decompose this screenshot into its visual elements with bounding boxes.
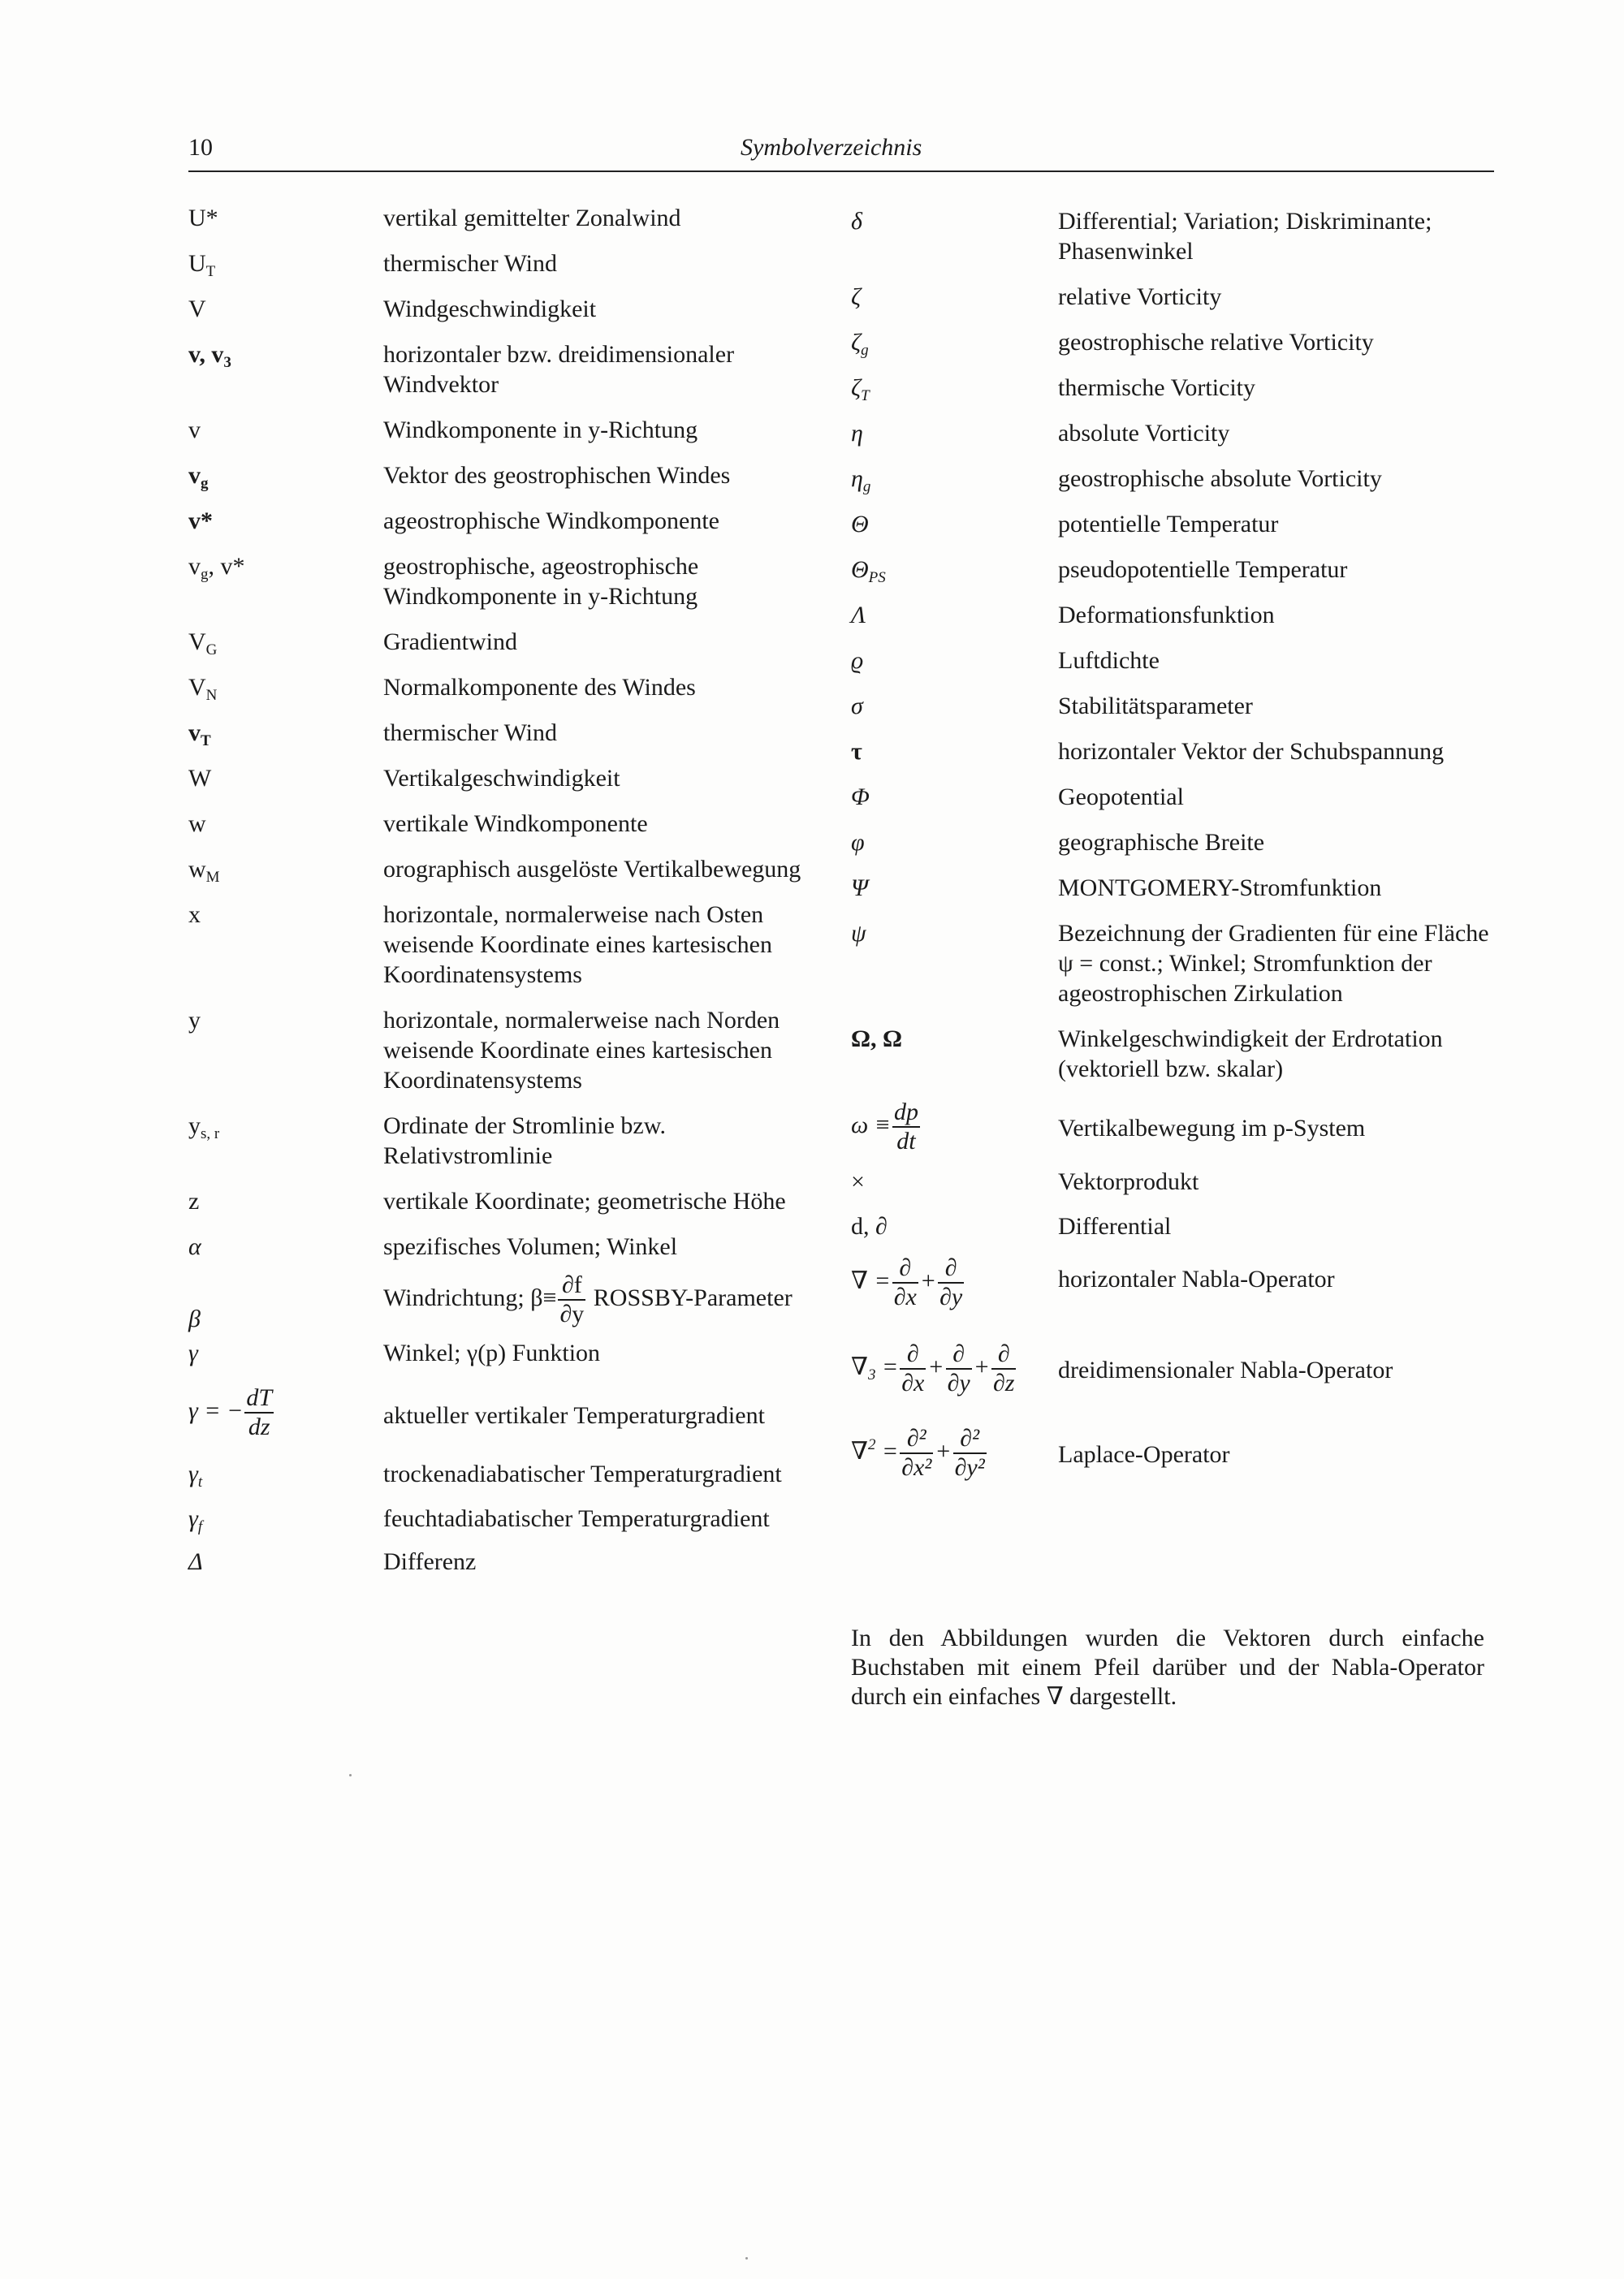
symbol: $v_g$, v*	[188, 553, 245, 583]
symbol: $\nabla_3$ = $\frac{\partial}{\partial x}$ + $\frac{\partial}{\partial y}$ + $\frac{\partial}{\partial z}$	[851, 1340, 1015, 1396]
definition: potentielle Temperatur	[1058, 511, 1279, 537]
definition: thermische Vorticity	[1058, 374, 1256, 401]
definition: horizontaler bzw. dreidimensionaler Windvektor	[383, 341, 735, 398]
fraction: $\frac{\partial}{\partial x}$	[901, 1340, 925, 1396]
list-item	[851, 1342, 1501, 1399]
symbol: β	[188, 1306, 201, 1332]
running-title: Symbolverzeichnis	[741, 134, 922, 161]
definition: geostrophische, ageostrophische Windkomponente in y-Richtung	[383, 553, 699, 610]
list-item	[851, 1167, 1501, 1197]
symbol: ∇ = $\frac{\partial}{\partial x}$ + $\frac{\partial}{\partial y}$	[851, 1254, 963, 1310]
symbol: Φ	[851, 783, 870, 810]
definition: vertikal gemittelter Zonalwind	[383, 205, 681, 231]
definition: Vertikalbewegung im p-System	[1058, 1115, 1366, 1142]
list-item	[188, 1504, 822, 1534]
list-item	[851, 282, 1501, 312]
list-item	[851, 555, 1501, 585]
list-item	[188, 1338, 822, 1368]
fraction: $\frac{\partial}{\partial x}$	[893, 1254, 917, 1310]
symbol: U*	[188, 205, 218, 231]
symbol: $v_T$	[188, 719, 211, 749]
symbol: δ	[851, 208, 862, 235]
symbol: ϱ	[851, 647, 864, 674]
symbol: $\gamma_t$	[188, 1461, 203, 1491]
definition: horizontale, normalerweise nach Osten weisende Koordinate eines kartesischen Koordinatensystems	[383, 901, 772, 988]
symbol: ×	[851, 1168, 865, 1195]
definition: relative Vorticity	[1058, 283, 1222, 310]
definition: orographisch ausgelöste Vertikalbewegung	[383, 856, 801, 883]
definition: horizontaler Vektor der Schubspannung	[1058, 738, 1445, 765]
definition: horizontaler Nabla-Operator	[1058, 1266, 1335, 1293]
symbol: $\eta_g$	[851, 465, 871, 495]
definition: dreidimensionaler Nabla-Operator	[1058, 1357, 1393, 1383]
list-item	[851, 1211, 1501, 1241]
symbol: $w_M$	[188, 856, 220, 886]
symbol: $y_{s, r}$	[188, 1112, 220, 1142]
list-item	[188, 1111, 822, 1171]
scan-speck	[745, 2257, 748, 2260]
list-item	[851, 1427, 1501, 1483]
symbol: $v_g$	[188, 462, 209, 492]
definition: geostrophische absolute Vorticity	[1058, 465, 1382, 492]
list-item	[188, 415, 822, 445]
list-item	[188, 1005, 822, 1095]
symbol: Ω, Ω	[851, 1025, 903, 1052]
definition: Winkel; γ(p) Funktion	[383, 1340, 601, 1366]
symbol-list-right	[851, 203, 1501, 1483]
symbol: $\Theta_{PS}$	[851, 556, 886, 586]
definition: ageostrophische Windkomponente	[383, 507, 719, 534]
definition: Vektor des geostrophischen Windes	[383, 462, 731, 489]
symbol: $U_T$	[188, 250, 216, 280]
definition: feuchtadiabatischer Temperaturgradient	[383, 1505, 770, 1532]
definition: pseudopotentielle Temperatur	[1058, 556, 1348, 583]
list-item	[188, 1547, 822, 1577]
fraction: $\frac{\partial f}{\partial y}$	[559, 1271, 585, 1327]
definition: thermischer Wind	[383, 250, 558, 277]
list-item	[851, 873, 1501, 903]
definition: Geopotential	[1058, 783, 1184, 810]
definition: absolute Vorticity	[1058, 420, 1230, 447]
symbol: Λ	[851, 602, 866, 628]
symbol: σ	[851, 693, 863, 719]
definition: geographische Breite	[1058, 829, 1265, 856]
definition: vertikale Windkomponente	[383, 810, 648, 837]
header-rule	[188, 170, 1494, 172]
symbol: $\zeta_T$	[851, 374, 870, 404]
fraction: $\frac{dT}{dz}$	[246, 1384, 272, 1440]
symbol: d, ∂	[851, 1213, 888, 1240]
definition: Differential	[1058, 1213, 1172, 1240]
symbol: V	[188, 296, 206, 322]
fraction: $\frac{\partial}{\partial y}$	[947, 1340, 970, 1396]
list-item	[188, 1271, 822, 1332]
symbol: x	[188, 901, 201, 928]
list-item	[188, 763, 822, 793]
definition: Bezeichnung der Gradienten für eine Fläche ψ = const.; Winkel; Stromfunktion der ageostrophischen Zirkulation	[1058, 920, 1489, 1007]
symbol: $\gamma_f$	[188, 1505, 203, 1535]
list-item	[188, 203, 822, 233]
definition: Normalkomponente des Windes	[383, 674, 696, 701]
symbol: η	[851, 420, 863, 447]
definition: horizontale, normalerweise nach Norden weisende Koordinate eines kartesischen Koordinatensystems	[383, 1007, 780, 1094]
fraction: $\frac{\partial}{\partial z}$	[992, 1340, 1015, 1396]
definition: MONTGOMERY-Stromfunktion	[1058, 874, 1382, 901]
definition: Windgeschwindigkeit	[383, 296, 597, 322]
definition: Differenz	[383, 1548, 477, 1575]
symbol: γ	[188, 1340, 198, 1366]
definition: Windrichtung; β≡ $\frac{\partial f}{\partial y}$ ROSSBY-Parameter	[383, 1271, 793, 1327]
list-item	[851, 645, 1501, 675]
list-item	[188, 1459, 822, 1489]
page-number: 10	[188, 134, 213, 161]
definition: Differential; Variation; Diskriminante; Phasenwinkel	[1058, 208, 1432, 265]
list-item	[851, 509, 1501, 539]
list-item	[188, 900, 822, 990]
list-item	[188, 506, 822, 536]
page-header	[188, 134, 1494, 171]
list-item	[851, 1256, 1501, 1313]
symbol: v, $v_3$	[188, 341, 231, 371]
list-item	[851, 464, 1501, 494]
definition: vertikale Koordinate; geometrische Höhe	[383, 1188, 786, 1215]
symbol: v	[188, 417, 201, 443]
symbol: w	[188, 810, 206, 837]
list-item	[188, 1186, 822, 1216]
symbol: v*	[188, 507, 213, 534]
definition: Laplace-Operator	[1058, 1441, 1230, 1468]
scan-speck	[349, 1774, 352, 1776]
list-item	[851, 206, 1501, 266]
list-item	[188, 460, 822, 490]
list-item	[851, 327, 1501, 357]
symbol: y	[188, 1007, 201, 1034]
list-item	[188, 627, 822, 657]
list-item	[188, 854, 822, 884]
symbol: Ψ	[851, 874, 869, 901]
fraction: $\frac{\text{∂²}}{\text{∂x²}}$	[901, 1425, 932, 1481]
symbol: $\zeta_g$	[851, 329, 869, 359]
list-item	[851, 691, 1501, 721]
symbol: Δ	[188, 1548, 203, 1575]
definition: Ordinate der Stromlinie bzw. Relativstromlinie	[383, 1112, 666, 1169]
definition: geostrophische relative Vorticity	[1058, 329, 1374, 356]
list-item	[851, 736, 1501, 766]
symbol: γ = − $\frac{dT}{dz}$	[188, 1384, 272, 1440]
list-item	[188, 1232, 822, 1262]
list-item	[188, 294, 822, 324]
definition: spezifisches Volumen; Winkel	[383, 1233, 678, 1260]
list-item	[851, 600, 1501, 630]
list-item	[851, 418, 1501, 448]
symbol: $V_N$	[188, 674, 218, 704]
definition: Gradientwind	[383, 628, 517, 655]
definition: Stabilitätsparameter	[1058, 693, 1253, 719]
list-item	[851, 782, 1501, 812]
symbol: $V_G$	[188, 628, 218, 658]
fraction: $\frac{\text{∂²}}{\text{∂y²}}$	[954, 1425, 985, 1481]
list-item	[188, 672, 822, 702]
definition: Vektorprodukt	[1058, 1168, 1199, 1195]
definition: Luftdichte	[1058, 647, 1160, 674]
list-item	[851, 918, 1501, 1008]
list-item	[188, 809, 822, 839]
definition: aktueller vertikaler Temperaturgradient	[383, 1402, 765, 1429]
list-item	[188, 248, 822, 278]
list-item	[188, 551, 822, 611]
fraction: $\frac{\partial}{\partial y}$	[939, 1254, 963, 1310]
definition: thermischer Wind	[383, 719, 558, 746]
symbol: α	[188, 1233, 201, 1260]
symbol: z	[188, 1188, 200, 1215]
list-item	[851, 827, 1501, 857]
symbol: W	[188, 765, 212, 792]
symbol: Θ	[851, 511, 869, 537]
definition: trockenadiabatischer Temperaturgradient	[383, 1461, 782, 1487]
symbol: φ	[851, 829, 865, 856]
symbol: ω ≡ $\frac{dp}{dt}$	[851, 1098, 918, 1155]
symbol-list-left	[188, 203, 822, 1577]
symbol: ζ	[851, 283, 862, 310]
list-item	[188, 339, 822, 399]
list-item	[851, 1100, 1501, 1157]
symbol: ψ	[851, 920, 866, 947]
definition: Vertikalgeschwindigkeit	[383, 765, 620, 792]
definition: Winkelgeschwindigkeit der Erdrotation (vektoriell bzw. skalar)	[1058, 1025, 1443, 1082]
symbol: τ	[851, 738, 862, 765]
definition: Windkomponente in y-Richtung	[383, 417, 698, 443]
definition: Deformationsfunktion	[1058, 602, 1275, 628]
symbol: ∇$^2$ = $\frac{\text{∂²}}{\text{∂x²}}$ + $\frac{\text{∂²}}{\text{∂y²}}$	[851, 1425, 985, 1481]
fraction: $\frac{dp}{dt}$	[893, 1098, 918, 1155]
list-item	[851, 1024, 1501, 1084]
list-item	[188, 1386, 822, 1446]
list-item	[851, 373, 1501, 403]
footnote: In den Abbildungen wurden die Vektoren durch einfache Buchstaben mit einem Pfeil darüber und der Nabla-Operator durch ein einfaches ∇ dargestellt.	[851, 1625, 1484, 1710]
list-item	[188, 718, 822, 748]
